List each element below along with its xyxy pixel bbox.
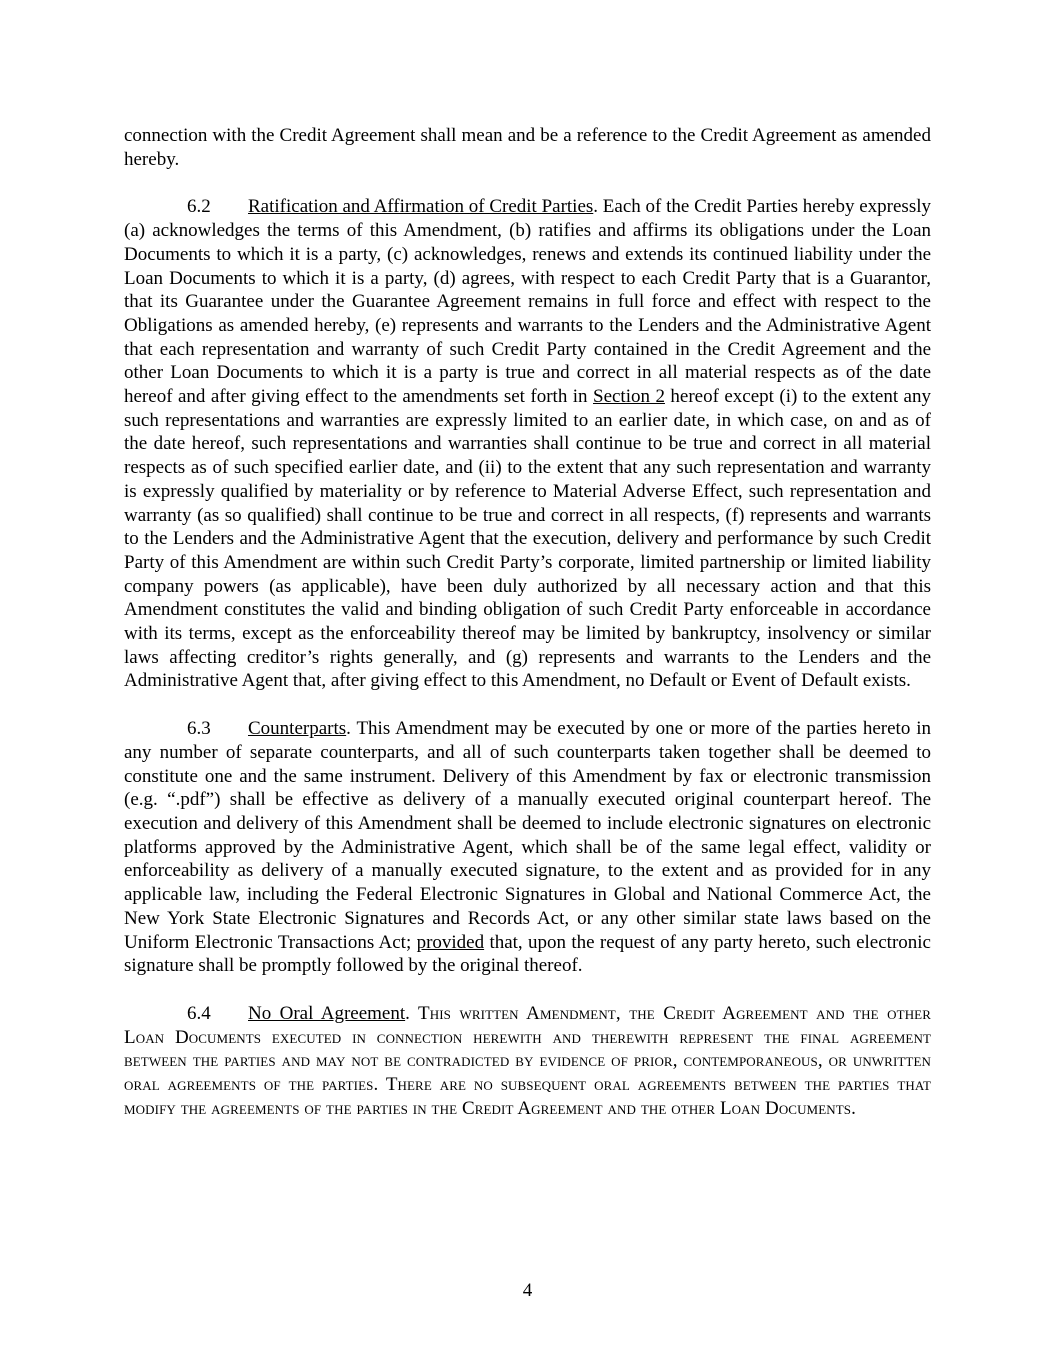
section-6-3-heading-punct: . [346,718,351,740]
section-6-4 [124,1002,931,1121]
section-6-2-body-a: Each of the Credit Parties hereby expressly (a) acknowledges the terms of this Amendment, (b) ratifies and affirms its obligations under the Loan Documents to which it is a party, (c) acknowledges, renews and extends its continued liability under the Loan Documents to which it is a party, (d) agrees, with respect to each Credit Party that is a Guarantor, that its Guarantee under the Guarantee Agreement remains in full force and effect with respect to the Obligations as amended hereby, (e) represents and warrants to the Lenders and the Administrative Agent that each representation and warranty of such Credit Party contained in the Credit Agreement and the other Loan Documents to which it is a party is true and correct in all material respects as of the date hereof and after giving effect to the amendments set forth in [124,196,932,408]
section-6-2-body-b: hereof except (i) to the extent any such representations and warranties are expressly limited to an earlier date, in which case, on and as of the date hereof, such representations and warranties shall continue to be true and correct in all material respects as of such specified earlier date, and (ii) to the extent that any such representation and warranty is expressly qualified by materiality or by reference to Material Adverse Effect, such representation and warranty (as so qualified) shall continue to be true and correct in all respects, (f) represents and warrants to the Lenders and the Administrative Agent that the execution, delivery and performance by such Credit Party of this Amendment are within such Credit Party’s corporate, limited partnership or limited liability company powers (as applicable), have been duly authorized by all necessary action and that this Amendment constitutes the valid and binding obligation of such Credit Party enforceable in accordance with its terms, except as the enforceability thereof may be limited by bankruptcy, insolvency or similar laws affecting creditor’s rights generally, and (g) represents and warrants to the Lenders and the Administrative Agent that, after giving effect to this Amendment, no Default or Event of Default exists. [124,386,931,692]
provided-term: provided [416,931,485,953]
section-6-2 [124,195,931,693]
section-6-4-heading-punct: . [405,1002,410,1024]
section-6-2-heading-punct: . [593,196,599,218]
section-6-3 [124,717,931,978]
section-6-2-heading: Ratification and Affirmation of Credit Parties [248,196,594,218]
page-number: 4 [522,1280,533,1301]
continued-paragraph-text: connection with the Credit Agreement shall mean and be a reference to the Credit Agreement as amended hereby. [124,125,931,170]
section-6-2-number: 6.2 [187,196,211,218]
section-6-4-heading: No Oral Agreement [248,1002,406,1024]
section-6-3-body-b: that, upon the request of any party hereto, such electronic signature shall be promptly followed by the original thereof. [124,931,931,977]
section-6-3-heading: Counterparts [248,718,347,740]
section-6-3-number: 6.3 [187,718,211,740]
document-body [124,124,931,1144]
section-6-3-body-a: This Amendment may be executed by one or more of the parties hereto in any number of separate counterparts, and all of such counterparts taken together shall be deemed to constitute one and the same instrument. Delivery of this Amendment by fax or electronic transmission (e.g. “.pdf”) shall be effective as delivery of a manually executed original counterpart hereof. The execution and delivery of this Amendment shall be deemed to include electronic signatures on electronic platforms approved by the Administrative Agent, which shall be of the same legal effect, validity or enforceability as delivery of a manually executed signature, to the extent and as provided for in any applicable law, including the Federal Electronic Signatures in Global and National Commerce Act, the New York State Electronic Signatures and Records Act, or any other similar state laws based on the Uniform Electronic Transactions Act; [124,718,931,953]
section-6-4-number: 6.4 [187,1002,211,1024]
section-2-reference: Section 2 [593,386,665,408]
continued-paragraph [124,124,931,171]
section-6-4-body: This written Amendment, the Credit Agreement and the other Loan Documents executed in connection herewith and therewith represent the final agreement between the parties and may not be contradicted by evidence of prior, contemporaneous, or unwritten oral agreements of the parties. There are no subsequent oral agreements between the parties that modify the agreements of the parties in the Credit Agreement and the other Loan Documents. [124,1002,931,1119]
